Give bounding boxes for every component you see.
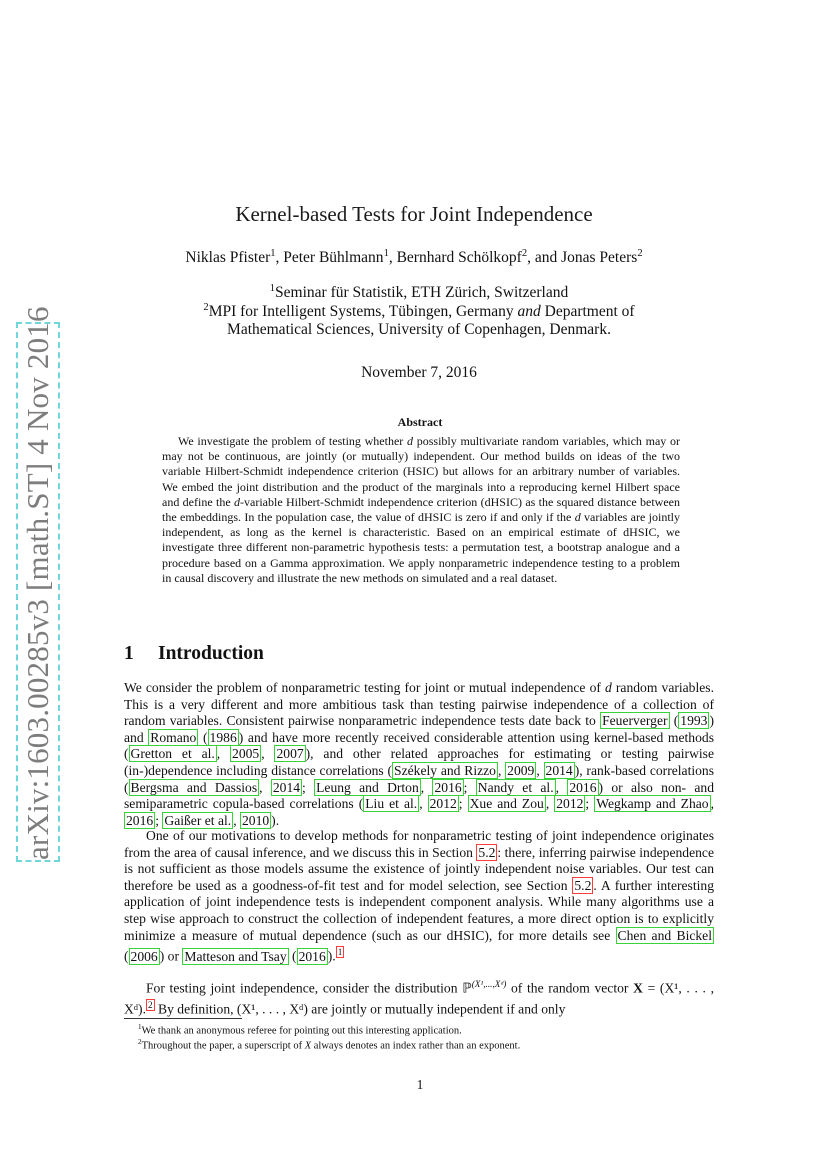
body-text: ,	[233, 812, 240, 828]
affiliation-line	[0, 283, 828, 302]
citation-link[interactable]: 2016	[298, 948, 326, 964]
abstract-text: We investigate the problem of testing whether	[178, 434, 408, 448]
author-name: , and Jonas Peters	[527, 249, 638, 267]
author-affiliation-mark: 2	[637, 248, 643, 259]
body-text: ,	[536, 762, 544, 778]
math-var: X	[633, 980, 643, 996]
abstract-text: possibly multivariate random variables, which may or may not be continuous, are jointly (or mutually) independent. Our method builds on ideas of the two variable Hilbert-Schmidt independence criterion (HSIC) but allows for an arbitrary number of variables. We embed the joint distribution and the product of the marginals into a reproducing kernel Hilbert space and define the	[162, 434, 681, 509]
citation-link[interactable]: 2014	[272, 779, 301, 795]
body-text: ).	[327, 948, 336, 964]
author-affiliation-mark: 1	[270, 248, 276, 259]
citation-link[interactable]: Liu et al.	[365, 796, 418, 812]
footnote	[138, 1023, 462, 1037]
math-var: d	[234, 494, 241, 509]
body-text: ,	[497, 762, 506, 778]
citation-link[interactable]: 2012	[556, 796, 584, 812]
citation-link[interactable]: Gretton et al.	[130, 746, 215, 762]
math-symbol: ℙ	[462, 980, 472, 996]
body-text: One of our motivations to develop methods for nonparametric testing of joint independence originates from the area of causal inference, and we discuss this in Section	[124, 828, 714, 860]
body-text: ;	[463, 779, 476, 795]
footnote-mark: 1	[138, 1023, 142, 1031]
affiliation-text: Seminar für Statistik, ETH Zürich, Switzerland	[275, 284, 569, 302]
body-text: ,	[419, 796, 428, 812]
affiliation-text: Mathematical Sciences, University of Copenhagen, Denmark.	[227, 321, 611, 338]
body-text: ) or	[159, 948, 183, 964]
citation-link[interactable]: Xue and Zou	[469, 796, 544, 812]
citation-link[interactable]: Székely and Rizzo	[394, 762, 496, 778]
abstract-text: -variable Hilbert-Schmidt independence criterion (dHSIC) as the squared distance between the embeddings. In the population case, the value of dHSIC is zero if and only if the	[162, 494, 680, 525]
citation-link[interactable]: 2005	[232, 746, 260, 762]
author-name: , Peter Bühlmann	[275, 249, 384, 267]
affiliation-line	[0, 302, 828, 321]
affiliation-mark: 1	[269, 283, 276, 294]
citation-link[interactable]: 2010	[241, 812, 270, 828]
body-text: = (X¹, . . . , Xᵈ).	[124, 980, 714, 1017]
footnote	[138, 1038, 520, 1052]
page-number: 1	[416, 1077, 424, 1092]
footnote-mark: 2	[138, 1038, 142, 1046]
math-var: X	[304, 1040, 312, 1052]
affiliation-mark: 2	[203, 302, 209, 313]
citation-link[interactable]: Chen and Bickel	[617, 927, 712, 943]
author-list	[0, 248, 828, 267]
footnote-text: always denotes an index rather than an exponent.	[311, 1040, 521, 1052]
citation-link[interactable]: Nandy et al.	[477, 779, 554, 795]
body-text: ) and have more recently received considerable attention using kernel-based methods (	[124, 729, 714, 762]
body-text: ,	[261, 746, 275, 762]
abstract-heading: Abstract	[397, 415, 443, 429]
intro-paragraph-1	[124, 680, 714, 829]
citation-link[interactable]: 2007	[276, 746, 304, 762]
body-text: random variables. This is a very different and more ambitious task than testing pairwise independence of a collection of random variables. Consistent pairwise nonparametric independence tests date back to	[124, 680, 714, 729]
footnote-ref-link[interactable]: 1	[337, 947, 343, 958]
affiliation-and: and	[517, 303, 541, 321]
body-text: ;	[302, 779, 315, 795]
abstract-body	[162, 434, 680, 586]
math-var: (X¹,...,Xᵈ)	[471, 979, 507, 989]
body-text: . A further interesting application of joint independence tests is independent component analysis. While many algorithms use a step wise approach to construct the collection of independent features, a more direct option is to explicitly minimize a measure of mutual dependence (such as our dHSIC), for more details see	[124, 877, 714, 943]
footnote-ref-link[interactable]: 2	[147, 1000, 153, 1011]
citation-link[interactable]: Leung and Drton	[316, 779, 419, 795]
body-text: ,	[555, 779, 568, 795]
body-text: ,	[545, 796, 555, 812]
body-text: ) and	[124, 713, 714, 745]
body-text: ), rank-based correlations (	[124, 762, 715, 795]
citation-link[interactable]: 1986	[209, 729, 237, 745]
author-affiliation-mark: 1	[383, 248, 389, 259]
author-affiliation-mark: 2	[521, 248, 528, 259]
math-var: d	[407, 434, 414, 448]
citation-link[interactable]: Bergsma and Dassios	[130, 779, 258, 795]
paper-title: Kernel-based Tests for Joint Independence	[235, 202, 593, 226]
citation-link[interactable]: Romano	[150, 729, 197, 745]
citation-link[interactable]: Feuerverger	[602, 713, 668, 729]
arxiv-identifier-sidebar[interactable]	[16, 306, 60, 862]
body-text: (	[288, 948, 297, 964]
abstract-text: variables are jointly independent, as long as the kernel is characteristic. Based on an empirical estimate of dHSIC, we investigate three different non-parametric hypothesis tests: a permutation test, a bootstrap analogue and a procedure based on a Gamma approximation. We apply nonparametric independence testing to a problem in causal discovery and illustrate the new methods on simulated and a real dataset.	[162, 510, 681, 585]
author-name: , Bernhard Schölkopf	[388, 249, 522, 267]
citation-link[interactable]: Wegkamp and Zhao	[596, 796, 709, 812]
body-text: ) or also non- and semiparametric copula-based correlations (	[124, 779, 714, 812]
author-name: Niklas Pfister	[185, 249, 271, 267]
body-text: ).	[271, 812, 280, 828]
affiliation-line	[0, 321, 828, 339]
section-number: 1	[124, 643, 134, 664]
body-text: ,	[259, 779, 271, 795]
affiliation-text: MPI for Intelligent Systems, Tübingen, Germany	[208, 303, 518, 321]
footnote-text: We thank an anonymous referee for pointing out this interesting application.	[141, 1025, 462, 1037]
body-text: ;	[458, 796, 468, 812]
body-text: ,	[420, 779, 433, 795]
citation-link[interactable]: 2009	[507, 762, 535, 778]
intro-paragraph-2	[124, 828, 714, 965]
footnote-text: Throughout the paper, a superscript of	[141, 1040, 305, 1052]
body-text: ;	[155, 812, 163, 828]
body-text: of the random vector	[506, 980, 634, 996]
publication-date: November 7, 2016	[361, 364, 477, 381]
section-ref-link[interactable]: 5.2	[478, 844, 496, 860]
math-var: d	[574, 510, 581, 525]
intro-paragraph-3	[124, 976, 714, 1018]
section-title: Introduction	[158, 643, 264, 664]
section-heading	[124, 643, 264, 665]
section-ref-link[interactable]: 5.2	[574, 877, 592, 893]
citation-link[interactable]: 1993	[680, 713, 708, 729]
citation-link[interactable]: 2012	[429, 796, 457, 812]
citation-link[interactable]: Matteson and Tsay	[184, 948, 287, 964]
citation-link[interactable]: 2016	[434, 779, 462, 795]
citation-link[interactable]: Gaißer et al.	[164, 812, 232, 828]
body-text: ,	[216, 746, 231, 762]
arxiv-identifier-text[interactable]: arXiv:1603.00285v3 [math.ST] 4 Nov 2016	[16, 322, 60, 862]
body-text: (	[198, 729, 208, 745]
body-text: (	[669, 713, 679, 729]
body-text: (	[124, 948, 129, 964]
body-text: ), and other related approaches for estimating or testing pairwise (in-)dependence including distance correlations (	[124, 746, 715, 778]
math-var: d	[605, 680, 612, 695]
body-text: : there, inferring pairwise independence is not sufficient as those models assume the existence of jointly independent noise variables. Our test can therefore be used as a goodness-of-fit test and for model selection, see Section	[124, 844, 714, 893]
body-text: By definition, (X¹, . . . , Xᵈ) are jointly or mutually independent if and only	[154, 1001, 566, 1017]
body-text: For testing joint independence, consider the distribution	[146, 980, 463, 996]
body-text: We consider the problem of nonparametric testing for joint or mutual independence of	[124, 680, 605, 695]
affiliation-text: Department of	[540, 303, 635, 321]
body-text: ;	[585, 796, 595, 812]
body-text: ,	[710, 796, 714, 812]
citation-link[interactable]: 2006	[130, 948, 158, 964]
footnote-separator	[124, 1018, 242, 1019]
citation-link[interactable]: 2016	[569, 779, 597, 795]
citation-link[interactable]: 2016	[126, 812, 154, 828]
citation-link[interactable]: 2014	[545, 762, 573, 778]
